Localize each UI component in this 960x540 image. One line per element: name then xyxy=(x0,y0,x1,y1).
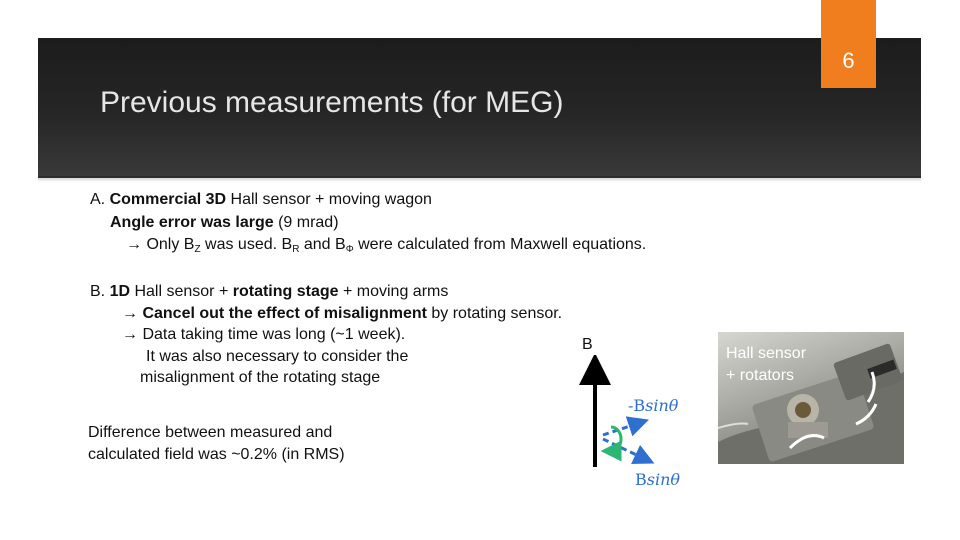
pos-bsin-label: Bsinθ xyxy=(635,470,681,489)
page-number-tab xyxy=(821,0,876,88)
photo-label-line2: + rotators xyxy=(726,367,795,384)
header-shadow xyxy=(38,176,921,182)
slide-title: Previous measurements (for MEG) xyxy=(100,86,564,119)
hall-sensor-photo xyxy=(718,332,904,464)
summary-line2: calculated field was ~0.2% (in RMS) xyxy=(88,446,345,463)
page-number: 6 xyxy=(842,48,855,73)
photo-label-line1: Hall sensor xyxy=(726,345,807,362)
field-vector-diagram xyxy=(575,355,695,475)
neg-bsin-label: -Bsinθ xyxy=(628,396,679,415)
section-a-line3: → Only $B_Z$ was used. $B_R$ and $B_\Phi$ were calculated from Maxwell equations. xyxy=(126,236,647,255)
summary-line1: Difference between measured and xyxy=(88,424,333,441)
section-a-line2: Angle error was large (9 mrad) xyxy=(110,214,339,231)
section-b-line3: → Data taking time was long (~1 week). xyxy=(122,326,406,343)
b-field-label: B xyxy=(582,336,593,353)
section-b-line4: It was also necessary to consider the xyxy=(146,348,409,365)
section-a-line1: A. Commercial 3D Hall sensor + moving wagon xyxy=(90,191,432,208)
section-b-line2: → Cancel out the effect of misalignment by rotating sensor. xyxy=(122,305,563,322)
section-b-line1: B. 1D Hall sensor + rotating stage + moving arms xyxy=(90,283,449,300)
pos-bsin-arrow xyxy=(603,439,645,459)
section-b-line5: misalignment of the rotating stage xyxy=(140,369,381,386)
